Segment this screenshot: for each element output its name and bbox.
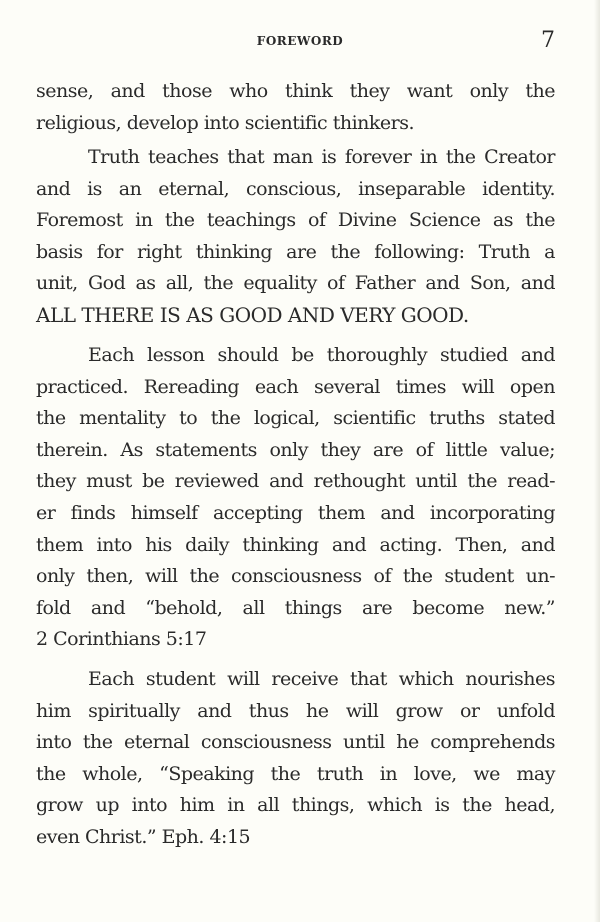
text-line: therein. As statements only they are of little value;	[36, 438, 555, 461]
text-line: only then, will the consciousness of the student un-	[36, 565, 555, 588]
text-line: 2 Corinthians 5:17	[36, 628, 207, 651]
text-line: Each student will receive that which nourishes	[88, 668, 555, 690]
text-line: him spiritually and thus he will grow or unfold	[36, 699, 555, 722]
page-number: 7	[541, 28, 555, 53]
paragraph-3	[36, 340, 555, 656]
text-line: Each lesson should be thoroughly studied and	[88, 344, 555, 366]
text-line: even Christ.” Eph. 4:15	[36, 825, 251, 848]
text-line: the whole, “Speaking the truth in love, we may	[36, 762, 555, 785]
text-line: grow up into him in all things, which is the head,	[36, 794, 555, 817]
text-line: practiced. Rereading each several times will open	[36, 375, 555, 398]
text-line: er finds himself accepting them and incorporating	[36, 501, 555, 524]
running-header: FOREWORD	[256, 34, 344, 48]
text-line: Truth teaches that man is forever in the Creator	[88, 146, 555, 168]
paragraph-1	[36, 76, 555, 139]
text-line: religious, develop into scientific thinkers.	[36, 111, 415, 134]
text-line: basis for right thinking are the following: Truth a	[36, 240, 555, 263]
paragraph-4	[36, 664, 555, 854]
text-line: unit, God as all, the equality of Father and Son, and	[36, 272, 555, 295]
text-line: they must be reviewed and rethought until the read-	[36, 470, 555, 493]
text-line: fold and “behold, all things are become new.”	[36, 596, 555, 619]
text-line: into the eternal consciousness until he comprehends	[36, 731, 555, 754]
paragraph-2	[36, 142, 555, 332]
text-line: the mentality to the logical, scientific truths stated	[36, 407, 555, 430]
page-edge-shadow	[594, 0, 600, 922]
text-line: them into his daily thinking and acting. Then, and	[36, 533, 555, 556]
text-line: sense, and those who think they want only the	[36, 80, 555, 102]
text-line: ALL THERE IS AS GOOD AND VERY GOOD.	[36, 302, 469, 327]
text-line: and is an eternal, conscious, inseparable identity.	[36, 177, 555, 200]
text-line: Foremost in the teachings of Divine Science as the	[36, 209, 555, 232]
